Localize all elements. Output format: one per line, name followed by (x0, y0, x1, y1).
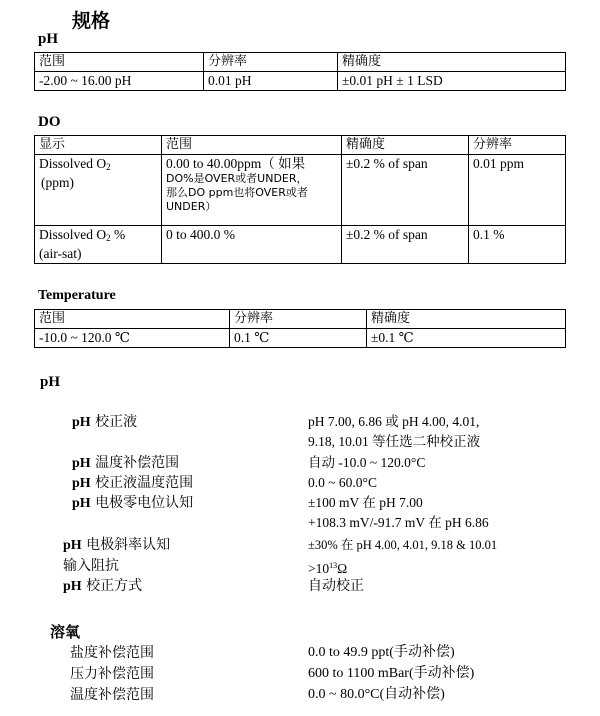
display-line1 (39, 227, 157, 246)
table-row (35, 226, 566, 264)
temperature-comp-label: 温度补偿范围 (70, 687, 154, 703)
label-bold: pH (63, 538, 82, 553)
pressure-comp-label: 压力补偿范围 (70, 666, 154, 682)
header-display: 显示 (35, 136, 162, 155)
display-line2: (ppm) (41, 175, 74, 190)
ph-calibration-value (308, 412, 480, 452)
header-accuracy: 精确度 (338, 53, 566, 72)
value-line1: pH 7.00, 6.86 或 pH 4.00, 4.01, (308, 414, 480, 429)
display-subscript: 2 (106, 233, 111, 243)
value-line2: 9.18, 10.01 等任选二种校正液 (308, 434, 481, 449)
cell-range: -10.0 ~ 120.0 ℃ (35, 329, 230, 348)
value-unit: Ω (337, 561, 348, 576)
salinity-comp-label: 盐度补偿范围 (70, 645, 154, 661)
header-range: 范围 (162, 136, 342, 155)
header-resolution: 分辨率 (469, 136, 566, 155)
label-text: 校正液 (90, 414, 138, 430)
ph-calibration-label (72, 412, 137, 433)
cell-resolution: 0.01 ppm (469, 155, 566, 226)
page-title: 规格 (72, 10, 111, 32)
do-section-heading: 溶氧 (50, 623, 81, 641)
label-bold: pH (72, 496, 91, 511)
cell-accuracy: ±0.2 % of span (342, 226, 469, 264)
value-exponent: 13 (329, 561, 338, 570)
display-text: Dissolved O (39, 156, 107, 171)
value-line1: ±100 mV 在 pH 7.00 (308, 495, 423, 510)
table-header-row (35, 53, 566, 72)
label-text: 温度补偿范围 (90, 455, 180, 471)
label-bold: pH (63, 579, 82, 594)
label-bold: pH (72, 456, 91, 471)
header-range: 范围 (35, 53, 204, 72)
range-line1: 0.00 to 40.00ppm（ 如果 (166, 156, 306, 171)
do-spec-table (34, 135, 566, 264)
cell-display (35, 226, 162, 264)
table-header-row (35, 136, 566, 155)
ph-table-heading: pH (38, 31, 59, 47)
cell-accuracy: ±0.2 % of span (342, 155, 469, 226)
table-row (35, 155, 566, 226)
cell-range: -2.00 ~ 16.00 pH (35, 72, 204, 91)
ph-calibration-mode-value: 自动校正 (308, 578, 364, 594)
table-row (35, 329, 566, 348)
header-accuracy: 精确度 (367, 310, 566, 329)
range-line4: UNDER） (166, 200, 217, 213)
temperature-comp-value: 0.0 ~ 80.0°C(自动补偿) (308, 687, 445, 702)
ph-zero-potential-label (72, 493, 193, 514)
pressure-comp-value: 600 to 1100 mBar(手动补偿) (308, 666, 475, 681)
label-bold: pH (72, 476, 91, 491)
temperature-spec-table (34, 309, 566, 348)
label-text: 电极斜率认知 (81, 537, 171, 553)
temperature-table-heading: Temperature (38, 288, 116, 303)
label-text: 校正液温度范围 (90, 475, 194, 491)
header-resolution: 分辨率 (204, 53, 338, 72)
range-line2: DO%是OVER或者UNDER， (166, 172, 308, 185)
cell-range (162, 155, 342, 226)
header-resolution: 分辨率 (230, 310, 367, 329)
ph-section-heading: pH (40, 374, 61, 390)
cell-resolution: 0.01 pH (204, 72, 338, 91)
cell-range: 0 to 400.0 % (162, 226, 342, 264)
ph-zero-potential-value (308, 493, 489, 533)
display-subscript: 2 (106, 162, 111, 172)
table-header-row (35, 310, 566, 329)
cell-accuracy: ±0.01 pH ± 1 LSD (338, 72, 566, 91)
value-line2: +108.3 mV/-91.7 mV 在 pH 6.86 (308, 515, 489, 530)
ph-temp-comp-value: 自动 -10.0 ~ 120.0°C (308, 455, 426, 470)
input-impedance-label: 输入阻抗 (63, 558, 119, 574)
ph-calibration-mode-label (63, 576, 142, 597)
display-suffix: % (110, 227, 126, 242)
ph-spec-table (34, 52, 566, 91)
label-text: 校正方式 (81, 578, 143, 594)
ph-calibration-temp-value: 0.0 ~ 60.0°C (308, 475, 377, 490)
ph-slope-label (63, 535, 170, 556)
table-row (35, 72, 566, 91)
ph-calibration-temp-label (72, 473, 193, 494)
ph-temp-comp-label (72, 453, 179, 474)
do-table-heading: DO (38, 114, 61, 130)
display-line2: (air-sat) (39, 246, 82, 261)
cell-accuracy: ±0.1 ℃ (367, 329, 566, 348)
ph-slope-value: ±30% 在 pH 4.00, 4.01, 9.18 & 10.01 (308, 538, 498, 552)
display-text: Dissolved O (39, 227, 107, 242)
label-text: 电极零电位认知 (90, 495, 194, 511)
label-bold: pH (72, 415, 91, 430)
header-accuracy: 精确度 (342, 136, 469, 155)
cell-resolution: 0.1 ℃ (230, 329, 367, 348)
display-line1 (39, 156, 157, 175)
header-range: 范围 (35, 310, 230, 329)
range-line3: 那么DO ppm也将OVER或者 (166, 186, 308, 199)
cell-resolution: 0.1 % (469, 226, 566, 264)
cell-display (35, 155, 162, 226)
salinity-comp-value: 0.0 to 49.9 ppt(手动补偿) (308, 645, 455, 660)
value-text: >10 (308, 561, 330, 576)
